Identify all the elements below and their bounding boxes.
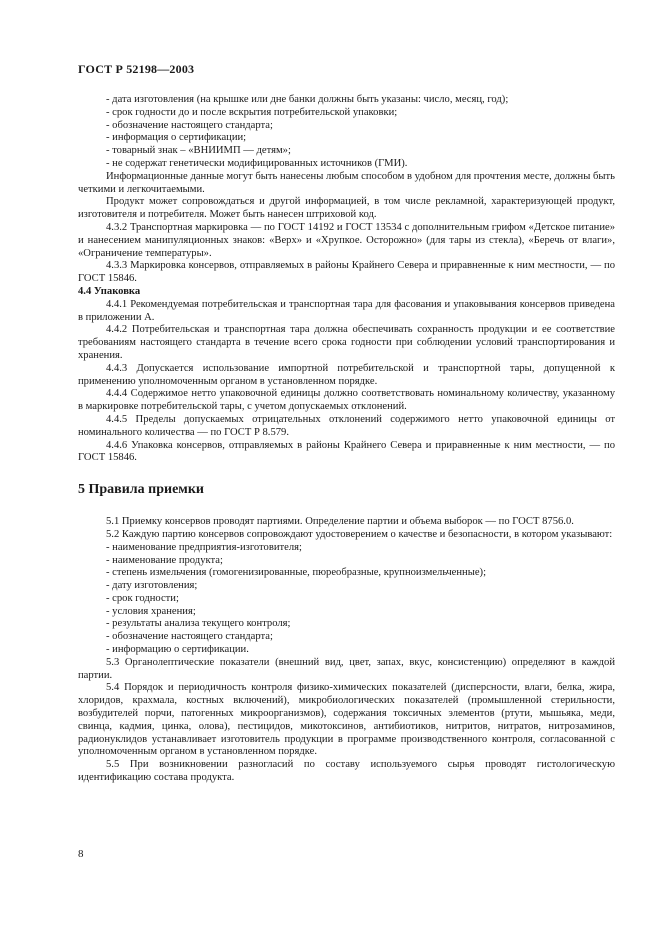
list-item: - степень измельчения (гомогенизированные, пюреобразные, крупноизмельченные);: [106, 567, 487, 579]
paragraph: Информационные данные могут быть нанесены любым способом в удобном для прочтения месте, должны быть четкими и легкочитаемыми.: [78, 170, 615, 195]
paragraph-4-4-6: 4.4.6 Упаковка консервов, отправляемых в районы Крайнего Севера и приравненные к ним местности, — по ГОСТ 15846.: [78, 439, 615, 464]
paragraph-4-4-2: 4.4.2 Потребительская и транспортная тара должна обеспечивать сохранность продукции и ее соответствие требованиям настоящего стандарта в течение всего срока годности при соблюдении условий транспортирования и хранения.: [78, 324, 615, 361]
list-item: - информация о сертификации;: [106, 132, 247, 144]
list-item: - дата изготовления (на крышке или дне банки должны быть указаны: число, месяц, год);: [106, 94, 509, 105]
paragraph-5-5: 5.5 При возникновении разногласий по составу используемого сырья проводят гистологическую идентификацию состава продукта.: [78, 759, 615, 784]
paragraph-4-3-2: 4.3.2 Транспортная маркировка — по ГОСТ 14192 и ГОСТ 13534 с дополнительным грифом «Детское питание» и нанесением манипуляционных знаков: «Верх» и «Хрупкое. Осторожно» (для тары из стекла), «Беречь от влаги», «Ограничение температуры».: [78, 221, 615, 259]
list-item: - наименование предприятия-изготовителя;: [106, 541, 302, 553]
subsection-heading-4-4: 4.4 Упаковка: [78, 285, 141, 297]
list-item: - дату изготовления;: [106, 580, 198, 592]
list-item: - результаты анализа текущего контроля;: [106, 618, 291, 630]
list-item: - срок годности до и после вскрытия потребительской упаковки;: [106, 106, 398, 118]
paragraph: Продукт может сопровождаться и другой информацией, в том числе рекламной, характеризующей продукт, изготовителя и потребителя. Может быть нанесен штриховой код.: [78, 196, 615, 221]
marking-list: [78, 94, 615, 171]
section-heading-5: 5 Правила приемки: [78, 482, 204, 498]
list-item: - информацию о сертификации.: [106, 644, 249, 656]
paragraph-5-1: 5.1 Приемку консервов проводят партиями. Определение партии и объема выборок — по ГОСТ 8756.0.: [106, 516, 574, 528]
page-number: 8: [78, 848, 84, 860]
document-header: ГОСТ Р 52198—2003: [78, 62, 195, 76]
list-item: - товарный знак – «ВНИИМП — детям»;: [106, 145, 291, 157]
document-body: [78, 94, 615, 785]
paragraph-5-3: 5.3 Органолептические показатели (внешний вид, цвет, запах, вкус, консистенцию) определяют в каждой партии.: [78, 656, 615, 681]
paragraph-4-4-5: 4.4.5 Пределы допускаемых отрицательных отклонений содержимого нетто упаковочной единицы от номинального количества — по ГОСТ Р 8.579.: [78, 413, 615, 438]
certificate-contents-list: [78, 542, 615, 657]
list-item: - срок годности;: [106, 592, 179, 604]
list-item: - условия хранения;: [106, 605, 196, 617]
paragraph-4-4-4: 4.4.4 Содержимое нетто упаковочной единицы должно соответствовать номинальному количеству, указанному в маркировке потребительской тары, с учетом допускаемых отклонений.: [78, 388, 615, 413]
list-item: - обозначение настоящего стандарта;: [106, 119, 273, 131]
paragraph-4-4-1: 4.4.1 Рекомендуемая потребительская и транспортная тара для фасования и упаковывания консервов приведена в приложении А.: [78, 298, 615, 323]
paragraph-4-3-3: 4.3.3 Маркировка консервов, отправляемых в районы Крайнего Севера и приравненные к ним местности, — по ГОСТ 15846.: [78, 260, 615, 285]
list-item: - не содержат генетически модифицированных источников (ГМИ).: [106, 157, 408, 169]
list-item: - наименование продукта;: [106, 554, 223, 566]
paragraph-5-2: 5.2 Каждую партию консервов сопровождают удостоверением о качестве и безопасности, в котором указывают:: [106, 528, 613, 540]
paragraph-4-4-3: 4.4.3 Допускается использование импортной потребительской и транспортной тары, допущенной к применению уполномоченным органом в установленном порядке.: [78, 362, 615, 387]
paragraph-5-4: 5.4 Порядок и периодичность контроля физико-химических показателей (дисперсности, влаги, белка, жира, хлоридов, крахмала, костных включений), микробиологических показателей (промышленной стерильности, возбудителей порчи, патогенных микроорганизмов), содержания токсичных элементов (ртути, мышьяка, меди, свинца, кадмия, цинка, олова), пестицидов, микотоксинов, антибиотиков, нитритов, нитратов, нитрозаминов, радионуклидов устанавливает изготовитель продукции в программе производственного контроля, согласованной с уполномоченным органом в установленном порядке.: [78, 682, 615, 758]
list-item: - обозначение настоящего стандарта;: [106, 631, 273, 643]
